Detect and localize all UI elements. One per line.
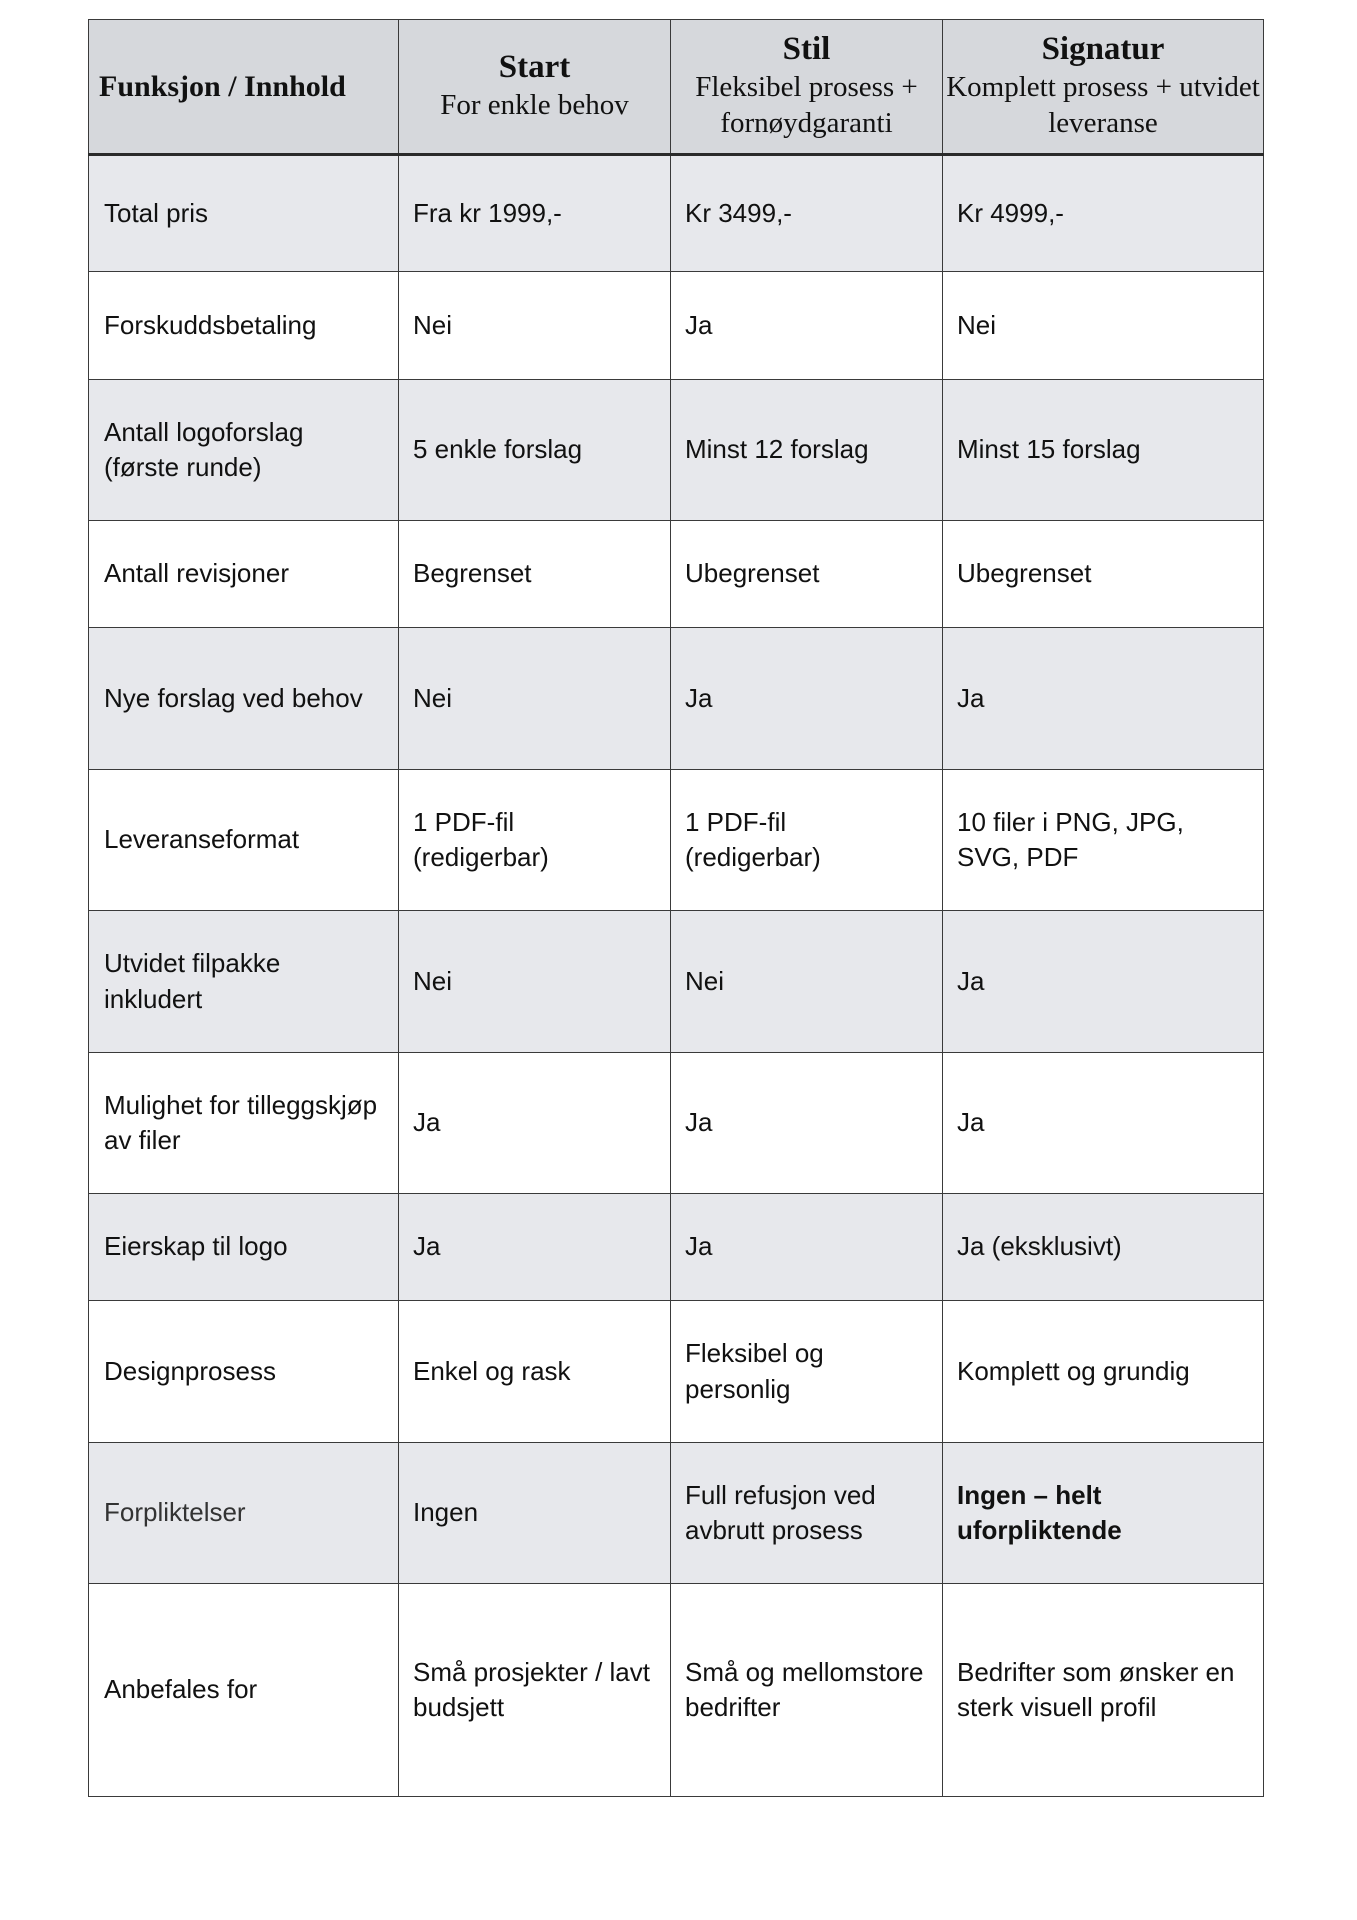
feature-cell: Utvidet filpakke inkludert bbox=[89, 911, 399, 1053]
table-row bbox=[89, 770, 1264, 911]
stil-cell: Kr 3499,- bbox=[671, 155, 943, 272]
header-signatur-subtitle: Komplett prosess + utvidet leveranse bbox=[946, 70, 1260, 140]
header-stil-title: Stil bbox=[782, 30, 831, 67]
header-feature-title: Funksjon / Innhold bbox=[99, 69, 346, 103]
stil-cell: Ja bbox=[671, 272, 943, 380]
header-start-title: Start bbox=[498, 49, 571, 86]
stil-cell: Ubegrenset bbox=[671, 521, 943, 628]
signatur-cell: 10 filer i PNG, JPG, SVG, PDF bbox=[943, 770, 1264, 911]
stil-cell: Minst 12 forslag bbox=[671, 380, 943, 521]
signatur-cell: Ja (eksklusivt) bbox=[943, 1194, 1264, 1301]
start-cell: Fra kr 1999,- bbox=[399, 155, 671, 272]
feature-cell: Designprosess bbox=[89, 1301, 399, 1443]
feature-cell: Forskuddsbetaling bbox=[89, 272, 399, 380]
table-row bbox=[89, 155, 1264, 272]
feature-cell: Leveranseformat bbox=[89, 770, 399, 911]
header-signatur-title: Signatur bbox=[1041, 30, 1165, 67]
signatur-cell: Minst 15 forslag bbox=[943, 380, 1264, 521]
stil-cell: Ja bbox=[671, 628, 943, 770]
table-row bbox=[89, 1584, 1264, 1797]
header-signatur bbox=[943, 20, 1264, 155]
start-cell: 1 PDF-fil (redigerbar) bbox=[399, 770, 671, 911]
signatur-cell: Ja bbox=[943, 628, 1264, 770]
header-stil bbox=[671, 20, 943, 155]
header-start-subtitle: For enkle behov bbox=[440, 89, 629, 122]
stil-cell: Ja bbox=[671, 1194, 943, 1301]
signatur-cell: Bedrifter som ønsker en sterk visuell profil bbox=[943, 1584, 1264, 1797]
start-cell: Enkel og rask bbox=[399, 1301, 671, 1443]
pricing-comparison-table bbox=[88, 19, 1264, 1797]
table-row bbox=[89, 1194, 1264, 1301]
table-row bbox=[89, 1301, 1264, 1443]
signatur-cell: Kr 4999,- bbox=[943, 155, 1264, 272]
signatur-cell: Ingen – helt uforpliktende bbox=[943, 1443, 1264, 1584]
feature-cell: Antall logoforslag (første runde) bbox=[89, 380, 399, 521]
start-cell: Ja bbox=[399, 1053, 671, 1194]
signatur-cell: Ubegrenset bbox=[943, 521, 1264, 628]
signatur-cell: Ja bbox=[943, 1053, 1264, 1194]
feature-cell: Eierskap til logo bbox=[89, 1194, 399, 1301]
start-cell: Ingen bbox=[399, 1443, 671, 1584]
stil-cell: Fleksibel og personlig bbox=[671, 1301, 943, 1443]
start-cell: Begrenset bbox=[399, 521, 671, 628]
feature-cell: Anbefales for bbox=[89, 1584, 399, 1797]
stil-cell: Små og mellomstore bedrifter bbox=[671, 1584, 943, 1797]
feature-cell: Total pris bbox=[89, 155, 399, 272]
signatur-cell: Komplett og grundig bbox=[943, 1301, 1264, 1443]
feature-cell: Antall revisjoner bbox=[89, 521, 399, 628]
signatur-cell: Ja bbox=[943, 911, 1264, 1053]
start-cell: Nei bbox=[399, 628, 671, 770]
table-row bbox=[89, 628, 1264, 770]
feature-cell: Nye forslag ved behov bbox=[89, 628, 399, 770]
header-start bbox=[399, 20, 671, 155]
table-row bbox=[89, 911, 1264, 1053]
feature-cell: Forpliktelser bbox=[89, 1443, 399, 1584]
start-cell: Nei bbox=[399, 911, 671, 1053]
feature-cell: Mulighet for tilleggskjøp av filer bbox=[89, 1053, 399, 1194]
stil-cell: Nei bbox=[671, 911, 943, 1053]
stil-cell: 1 PDF-fil (redigerbar) bbox=[671, 770, 943, 911]
start-cell: Ja bbox=[399, 1194, 671, 1301]
table-row bbox=[89, 1053, 1264, 1194]
signatur-cell: Nei bbox=[943, 272, 1264, 380]
header-stil-subtitle: Fleksibel prosess + fornøydgaranti bbox=[695, 70, 918, 140]
table-row bbox=[89, 521, 1264, 628]
header-feature bbox=[89, 20, 399, 155]
table-row bbox=[89, 380, 1264, 521]
start-cell: Små prosjekter / lavt budsjett bbox=[399, 1584, 671, 1797]
stil-cell: Ja bbox=[671, 1053, 943, 1194]
table-row bbox=[89, 1443, 1264, 1584]
stil-cell: Full refusjon ved avbrutt prosess bbox=[671, 1443, 943, 1584]
start-cell: Nei bbox=[399, 272, 671, 380]
table-row bbox=[89, 272, 1264, 380]
table-header-row bbox=[89, 20, 1264, 155]
start-cell: 5 enkle forslag bbox=[399, 380, 671, 521]
